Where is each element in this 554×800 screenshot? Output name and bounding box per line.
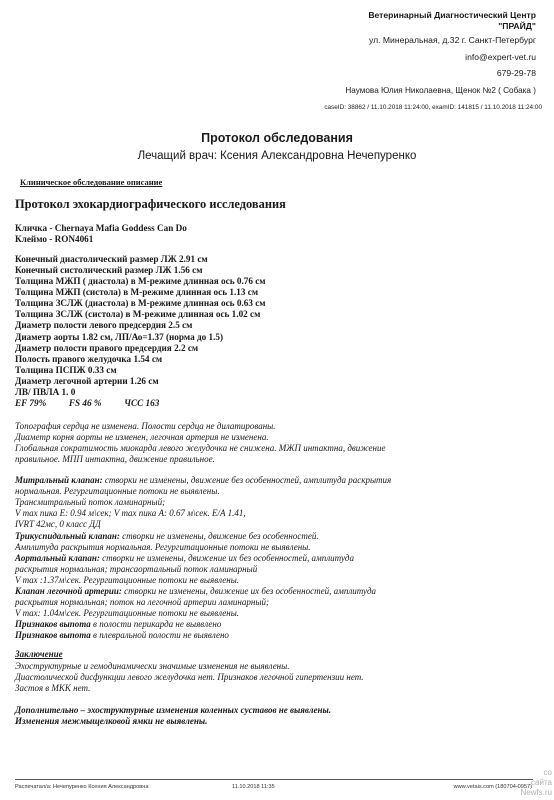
effusion-pleural: Признаков выпота в плевральной полости не выявлено	[15, 630, 229, 640]
tricuspid-valve: Трикуспидальный клапан: створки не изменены, движение без особенностей.	[15, 531, 319, 541]
clinic-address: ул. Минеральная, д.32 г. Санкт-Петербург	[369, 35, 536, 45]
topography-text: Диаметр корня аорты не изменен, легочная артерия не изменена.	[15, 432, 269, 442]
cardiac-indices	[15, 398, 159, 408]
topography-text: Глобальная сократимость миокарда левого желудочка не снижена. МЖП интактна, движение	[15, 443, 386, 453]
additional-text: Дополнительно – эхоструктурные изменения коленных суставов не выявлены.	[15, 705, 332, 715]
ef-value: EF 79%	[15, 398, 47, 408]
conclusion-text: Диастолической дисфункции левого желудочка нет. Признаков легочной гипертензии нет.	[15, 672, 364, 682]
topography-text: Топография сердца не изменена. Полости сердца не дилатированы.	[15, 421, 276, 431]
measurement: Толщина МЖП ( диастола) в М-режиме длинная ось 0.76 см	[15, 276, 266, 286]
printed-by: Распечатал/а: Нечепуренко Ксения Александровна	[15, 784, 149, 790]
mitral-valve-text: IVRT 42мс, 0 класс ДД	[15, 519, 101, 529]
mitral-valve-text: V max пика E: 0.94 м\сек; V max пика A: 0.67 м\сек. E/A 1.41,	[15, 508, 246, 518]
clinic-name: Ветеринарный Диагностический Центр "ПРАЙД"	[368, 10, 536, 31]
pet-brand: Клеймо - RON4061	[15, 234, 94, 244]
section-heading: Клиническое обследование описание	[20, 177, 163, 187]
clinic-phone: 679-29-78	[496, 68, 536, 78]
page-title: Протокол обследования	[201, 131, 353, 145]
measurement: Толщина ЗСЛЖ (диастола) в М-режиме длинная ось 0.63 см	[15, 298, 266, 308]
measurement: Диаметр легочной артерии 1.26 см	[15, 376, 159, 386]
measurement: Толщина ЗСЛЖ (систола) в М-режиме длинная ось 1.02 см	[15, 309, 261, 319]
aortic-valve-text: V max :1.37м\сек. Регургитационные потоки не выявлены.	[15, 575, 240, 585]
footer-divider	[15, 779, 533, 780]
conclusion-heading: Заключение	[15, 649, 63, 659]
doctor-line: Лечащий врач: Ксения Александровна Нечепуренко	[137, 150, 417, 162]
conclusion-text: Застоя в МКК нет.	[15, 683, 91, 693]
measurement: Диаметр полости правого предсердия 2.2 см	[15, 343, 199, 353]
topography-text: правильное. МПП интактна, движение правильное.	[15, 454, 215, 464]
pulmonary-valve-text: раскрытия нормальная; поток на легочной артерии ламинарный;	[15, 597, 269, 607]
measurement: Полость правого желудочка 1.54 см	[15, 354, 163, 364]
aortic-valve-text: раскрытия нормальная; трансаортальный поток ламинарный	[15, 564, 258, 574]
measurement: Конечный диастолический размер ЛЖ 2.91 см	[15, 254, 208, 264]
pulmonary-valve-text: V max: 1.04м\сек. Регургитационные потоки не выявлены.	[15, 608, 240, 618]
exam-title: Протокол эхокардиографического исследования	[15, 197, 286, 211]
mitral-valve-text: нормальная. Регургитационные потоки не выявлены.	[15, 486, 220, 496]
patient-owner-line: Наумова Юлия Николаевна, Щенок №2 ( Собака )	[345, 86, 536, 95]
aortic-valve: Аортальный клапан: створки не изменены, движение их без особенностей, амплитуда	[15, 553, 354, 563]
mitral-valve: Митральный клапан: створки не изменены, движение без особенностей, амплитуда раскрытия	[15, 475, 392, 485]
conclusion-text: Эхоструктурные и гемодинамически значимые изменения не выявлены.	[15, 661, 290, 671]
pet-name: Кличка - Chernaya Mafia Goddess Can Do	[15, 223, 187, 233]
pulmonary-valve: Клапан легочной артерии: створки не изменены, движение их без особенностей, амплитуда	[15, 586, 377, 596]
effusion-pericardium: Признаков выпота в полости перикарда не выявлено	[15, 619, 222, 629]
measurement: Конечный систолический размер ЛЖ 1.56 см	[15, 265, 203, 275]
measurement: Диаметр аорты 1.82 см, ЛП/Ао=1.37 (норма до 1.5)	[15, 332, 224, 342]
measurement: Толщина МЖП (систола) в М-режиме длинная ось 1.13 см	[15, 287, 259, 297]
measurement: Диаметр полости левого предсердия 2.5 см	[15, 320, 193, 330]
hr-value: ЧСС 163	[124, 398, 160, 408]
site-watermark: со сайта Newfs.ru	[520, 768, 552, 797]
vetais-link[interactable]: www.vetais.com (180704-0957)	[453, 784, 532, 790]
additional-text: Изменения межмыщелковой ямки не выявлены.	[15, 716, 208, 726]
measurement: ЛВ/ ПВЛА 1. 0	[15, 387, 76, 397]
tricuspid-valve-text: Амплитуда раскрытия нормальная. Регургитационные потоки не выявлены.	[15, 542, 311, 552]
print-date: 11.10.2018 11:35	[232, 784, 275, 790]
fs-value: FS 46 %	[68, 398, 102, 408]
measurement: Толщина ПСПЖ 0.33 см	[15, 365, 117, 375]
mitral-valve-text: Трансмитральный поток ламинарный;	[15, 497, 166, 507]
clinic-email[interactable]: info@expert-vet.ru	[465, 52, 536, 62]
case-ids: caseID: 38862 / 11.10.2018 11:24:00, examID: 141815 / 11.10.2018 11:24:00	[324, 104, 542, 111]
